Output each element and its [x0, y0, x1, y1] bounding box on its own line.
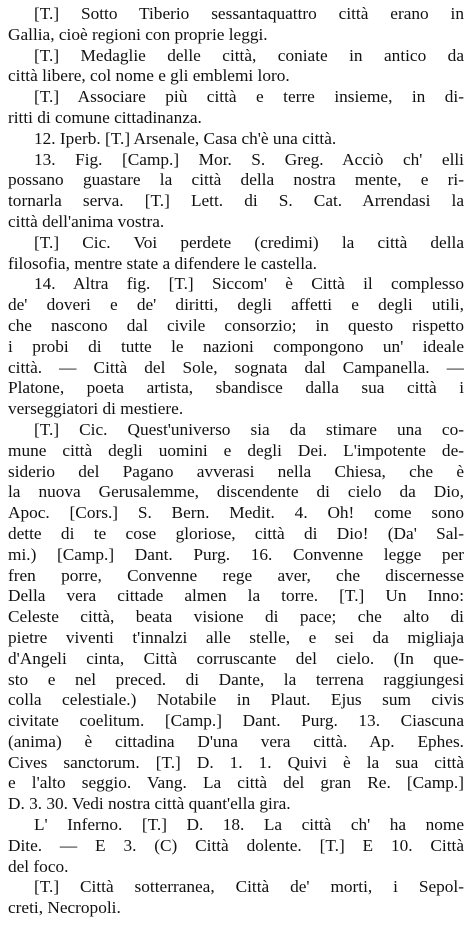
text-line: i probi di tutte le nazioni compongono un' ideale — [8, 336, 464, 356]
text-line: del foco. — [8, 856, 69, 876]
text-line: [T.] Cic. Quest'universo sia da stimare una co- — [34, 419, 464, 439]
text-line: Cives sanctorum. [T.] D. 1. 1. Quivi è la sua città — [8, 752, 464, 772]
text-line: la nuova Gerusalemme, discendente di cielo da Dio, — [8, 482, 464, 502]
text-line: Apoc. [Cors.] S. Bern. Medit. 4. Oh! come sono — [8, 503, 464, 523]
text-line: mi.) [Camp.] Dant. Purg. 16. Convenne legge per — [8, 544, 464, 564]
text-line: [T.] Medaglie delle città, coniate in antico da — [34, 45, 464, 65]
text-line: dette di te cose gloriose, città di Dio! (Da' Sal- — [8, 523, 464, 543]
text-line: creti, Necropoli. — [8, 898, 121, 918]
text-line: città libere, col nome e gli emblemi loro. — [8, 66, 290, 86]
text-line: sto e nel preced. di Dante, la terrena raggiungesi — [8, 669, 464, 689]
text-line: tornarla serva. [T.] Lett. di S. Cat. Arrendasi la — [8, 191, 464, 211]
text-line: d'Angeli cinta, Città corruscante del cielo. (In que- — [8, 648, 464, 668]
text-line: possano guastare la città della nostra mente, e ri- — [8, 170, 464, 190]
text-line: città dell'anima vostra. — [8, 211, 165, 231]
text-line: città. — Città del Sole, sognata dal Campanella. — — [8, 357, 464, 377]
text-line: pietre viventi t'innalzi alle stelle, e sei da migliaja — [8, 627, 464, 647]
text-line: civitate coelitum. [Camp.] Dant. Purg. 13. Ciascuna — [8, 711, 464, 731]
text-line: L' Inferno. [T.] D. 18. La città ch' ha nome — [34, 815, 464, 835]
text-line: [T.] Cic. Voi perdete (credimi) la città della — [34, 232, 464, 252]
text-line: mune città degli uomini e degli Dei. L'impotente de- — [8, 440, 464, 460]
text-line: 14. Altra fig. [T.] Siccom' è Città il complesso — [34, 274, 464, 294]
text-line: ritti di comune cittadinanza. — [8, 107, 202, 127]
text-line: verseggiatori di mestiere. — [8, 399, 184, 419]
text-line: [T.] Sotto Tiberio sessantaquattro città erano in — [34, 4, 464, 23]
text-line: fren porre, Convenne rege aver, che discernesse — [8, 565, 464, 585]
text-line: colla celestiale.) Notabile in Plaut. Ejus sum civis — [8, 690, 464, 710]
text-line: [T.] Città sotterranea, Città de' morti, i Sepol- — [34, 877, 464, 897]
text-line: Gallia, cioè regioni con proprie leggi. — [8, 24, 268, 44]
text-line: Dite. — E 3. (C) Città dolente. [T.] E 10. Città — [8, 835, 464, 855]
text-line: Della vera cittade almen la torre. [T.] Un Inno: — [8, 586, 464, 606]
text-line: (anima) è cittadina D'una vera città. Ap. Ephes. — [8, 731, 464, 751]
text-line: 12. Iperb. [T.] Arsenale, Casa ch'è una città. — [34, 128, 337, 148]
text-line: che nascono dal civile consorzio; in questo rispetto — [8, 315, 464, 335]
text-line: D. 3. 30. Vedi nostra città quant'ella gira. — [8, 794, 291, 814]
text-line: Platone, poeta artista, sbandisce dalla sua città i — [8, 378, 464, 398]
text-line: 13. Fig. [Camp.] Mor. S. Greg. Acciò ch' elli — [34, 149, 464, 169]
text-line: de' doveri e de' diritti, degli affetti e degli utili, — [8, 295, 464, 315]
text-line: e l'alto seggio. Vang. La città del gran Re. [Camp.] — [8, 773, 464, 793]
text-line: filosofia, mentre state a difendere le castella. — [8, 253, 317, 273]
text-line: [T.] Associare più città e terre insieme, in di- — [34, 87, 464, 107]
text-line: siderio del Pagano avverasi nella Chiesa, che è — [8, 461, 464, 481]
text-line: Celeste città, beata visione di pace; che alto di — [8, 607, 464, 627]
